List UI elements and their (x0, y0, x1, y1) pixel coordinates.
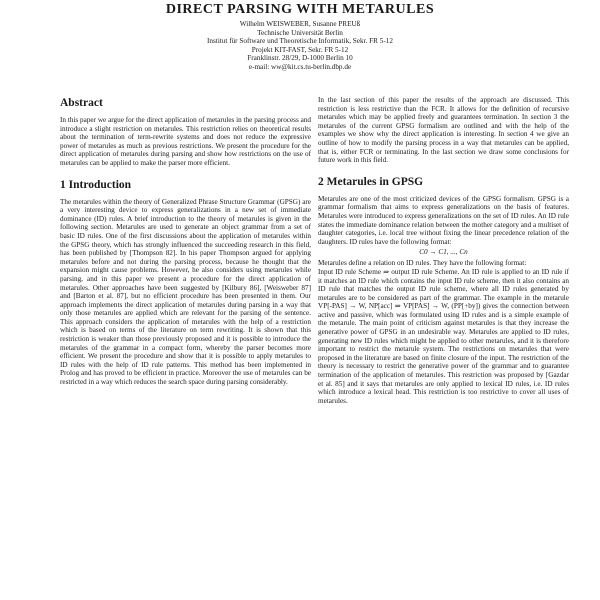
section-2-text-3: Input ID rule Scheme ⇒ output ID rule Scheme. An ID rule is applied to an ID rule if it matches an ID rule which contains the input ID rule scheme, then it also contains an ID rule that matches the output ID rule scheme, where all ID rules generated by metarules are to be considered as part of the grammar. The example in the metarule VP[-PAS] → W, NP[acc] ⇒ VP[PAS] → W, (PP[+by]) gives the connection between active and passive, which was formulated using ID rules and is a simple example of the metarule. The main point of criticism against metarules is that they increase the generative power of GPSG in an undesirable way. Metarules are applied to ID rules, generating new ID rules which might be applied to other metarules, and it is therefore important to restrict the metarule system. The restrictions on metarules that were proposed in the literature are based on finite closure of the input. The restriction of the theory is necessary to restrict the generative power of the grammar and to guarantee termination of the application of metarules. This restriction was proposed by [Gazdar et al. 85] and it says that metarules are only applied to lexical ID rules, i.e. ID rules which introduce a lexical head. This restriction is too restrictive to cover all uses of metarules. (318, 267, 569, 405)
id-rule-formula: C0 → C1, ..., Cn (419, 248, 468, 257)
abstract-text: In this paper we argue for the direct application of metarules in the parsing process and introduce a slight restriction on metarules. This restriction relies on theoretical results about the termination of term-rewrite systems and does not reduce the expressive power of metarules as much as previous restrictions. We present the procedure for the direct application of metarules during parsing and show how restrictions on the use of metarules can be applied to make the parser more efficient. (60, 116, 311, 167)
abstract-heading: Abstract (60, 97, 103, 109)
introduction-text: The metarules within the theory of Generalized Phrase Structure Grammar (GPSG) are a very interesting device to express generalizations in a new set of immediate dominance (ID) rules. A brief introduction to the theory of metarules is given in the following section. Metarules are used to generate an object grammar from a set of basic ID rules. One of the first discussions about the application of metarules within the GPSG theory, which has strongly influenced the succeeding research in this field, has been published by [Thompson 82]. In his paper Thompson argued for applying metarules before and not during the parsing process, because he thought that the expansion might cause problems. However, he also considers using metarules while parsing, and in this paper we present a procedure for the direct application of metarules. Other approaches have been suggested by [Kilbury 86], [Weisweber 87] and [Barton et al. 87], but no efficient procedure has been presented in them. Our approach implements the direct application of metarules during parsing in a way that only those metarules are applied which are relevant for the parsing of the sentence. This approach considers the application of metarules with the help of a restriction which is based on terms of the literature on term rewriting. It is shown that this restriction is weaker than those previously proposed and it is possible to introduce the metarules of the grammar in a compact form, whereby the parser becomes more efficient. We present the procedure and show that it is possible to apply metarules to ID rules with the help of ID rule patterns. This method has been implemented in Prolog and has proved to be efficient in practice. Moreover the use of metarules can be restricted in a way which reduces the search space during parsing considerably. (60, 197, 311, 387)
paper-title: DIRECT PARSING WITH METARULES (165, 2, 435, 17)
introduction-continued-text: In the last section of this paper the results of the approach are discussed. This restriction is less restrictive than the FCR. It allows for the definition of recursive metarules which may be applied freely and guarantees termination. In section 3 the metarules of the current GPSG formalism are outlined and with the help of the examples we show why the direct application is interesting. In section 4 we give an outline of how to modify the parsing process in a way that metarules can be applied, that is, either FCR or terminating. In the last section we draw some conclusions for future work in this field. (318, 96, 569, 165)
right-column (318, 96, 569, 600)
author-project: Projekt KIT-FAST, Sekr. FR 5-12 (251, 45, 349, 54)
section-2-text-2: Metarules define a relation on ID rules. They have the following format: (318, 259, 527, 268)
introduction-heading: 1 Introduction (60, 178, 132, 191)
author-email: e-mail: ww@kit.cs.tu-berlin.dbp.de (248, 62, 352, 71)
left-column (60, 96, 311, 600)
author-block (0, 20, 600, 72)
author-affiliation: Technische Universität Berlin (257, 28, 343, 37)
author-names: Wilhelm WEISWEBER, Susanne PREUß (239, 20, 361, 28)
section-2-text-1: Metarules are one of the most criticized devices of the GPSG formalism. GPSG is a grammar formalism that aims to express generalizations on the basis of features. Metarules were introduced to express generalizations on the set of ID rules. An ID rule states the immediate dominance relation between the mother category and a multiset of daughter categories, i.e. local tree without fixing the linear precedence relation of the daughters. ID rules have the following format: (318, 194, 569, 246)
author-address: Franklinstr. 28/29, D-1000 Berlin 10 (247, 54, 353, 63)
author-institute: Institut für Software und Theoretische Informatik, Sekr. FR 5-12 (207, 37, 393, 46)
section-2-heading: 2 Metarules in GPSG (318, 175, 424, 188)
